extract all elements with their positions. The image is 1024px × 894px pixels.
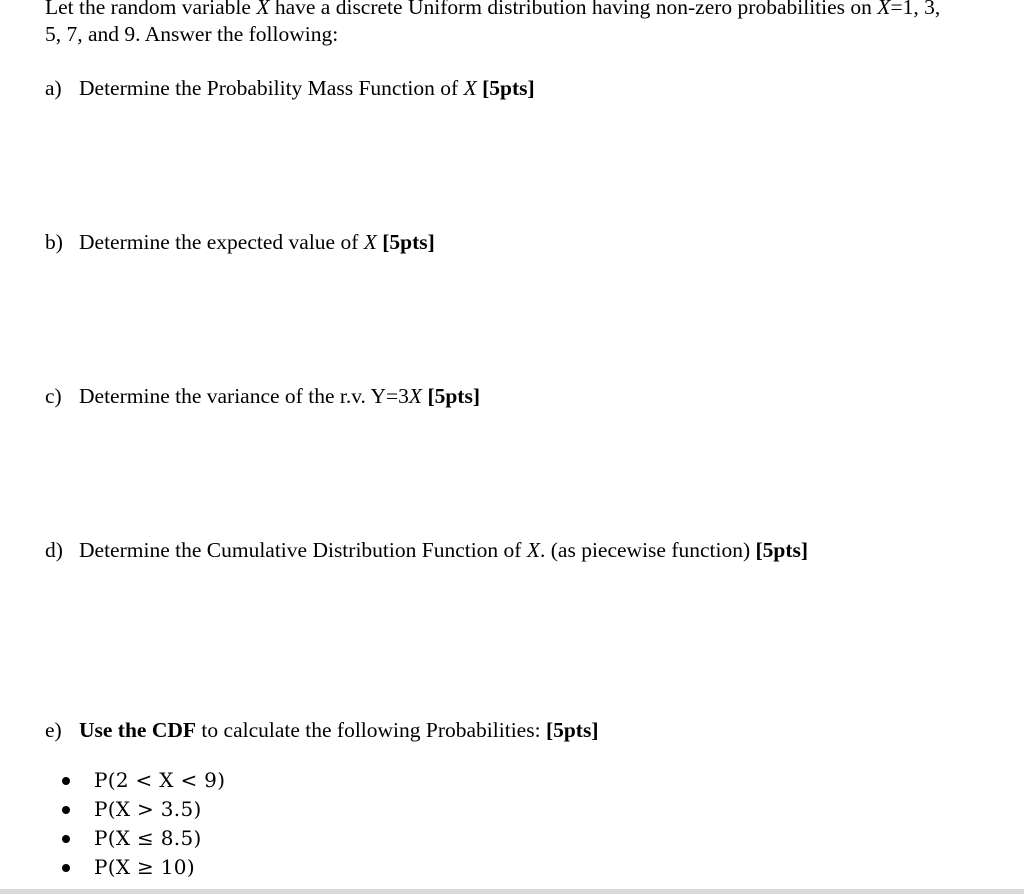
intro-line-2: 5, 7, and 9. Answer the following: xyxy=(45,22,339,46)
question-label: a) xyxy=(45,76,62,100)
variable-x: X xyxy=(256,0,270,19)
bullet-icon xyxy=(62,806,70,814)
intro-text-middle: have a discrete Uniform distribution having non-zero probabilities on xyxy=(269,0,878,19)
intro-line-1 xyxy=(45,0,1005,21)
points-label: [5pts] xyxy=(545,718,599,742)
variable-x: X xyxy=(526,538,540,562)
question-label: b) xyxy=(45,230,63,254)
question-text: Determine the Probability Mass Function of xyxy=(79,76,464,100)
variable-x: X xyxy=(463,76,477,100)
page-bottom-divider xyxy=(0,889,1024,894)
question-text-suffix: . (as piecewise function) xyxy=(540,538,756,562)
question-e xyxy=(45,717,599,744)
probability-expression: P(X ≥ 10) xyxy=(94,855,195,879)
variable-x: X xyxy=(408,384,423,408)
bullet-icon xyxy=(62,864,70,872)
question-c xyxy=(45,383,480,410)
question-text: Determine the variance of the r.v. Y=3 xyxy=(79,384,409,408)
question-label: e) xyxy=(45,718,62,742)
question-b xyxy=(45,229,435,256)
bullet-icon xyxy=(62,777,70,785)
intro-values: =1, 3, xyxy=(890,0,941,19)
probability-expression: P(2 < X < 9) xyxy=(94,768,226,792)
question-label: c) xyxy=(45,384,62,408)
question-label: d) xyxy=(45,538,63,562)
problem-statement xyxy=(45,0,1005,48)
variable-x: X xyxy=(877,0,891,19)
probability-expression: P(X > 3.5) xyxy=(94,797,202,821)
question-a xyxy=(45,75,535,102)
points-label: [5pts] xyxy=(482,76,535,100)
intro-text-start: Let the random variable xyxy=(45,0,257,19)
probability-expression: P(X ≤ 8.5) xyxy=(94,826,202,850)
points-label: [5pts] xyxy=(755,538,809,562)
points-label: [5pts] xyxy=(427,384,480,408)
question-text: to calculate the following Probabilities: xyxy=(196,718,546,742)
variable-x: X xyxy=(363,230,377,254)
bullet-icon xyxy=(62,835,70,843)
question-text: Determine the Cumulative Distribution Function of xyxy=(79,538,527,562)
question-d xyxy=(45,537,808,564)
question-emphasis: Use the CDF xyxy=(79,718,197,742)
points-label: [5pts] xyxy=(382,230,435,254)
question-text: Determine the expected value of xyxy=(79,230,364,254)
